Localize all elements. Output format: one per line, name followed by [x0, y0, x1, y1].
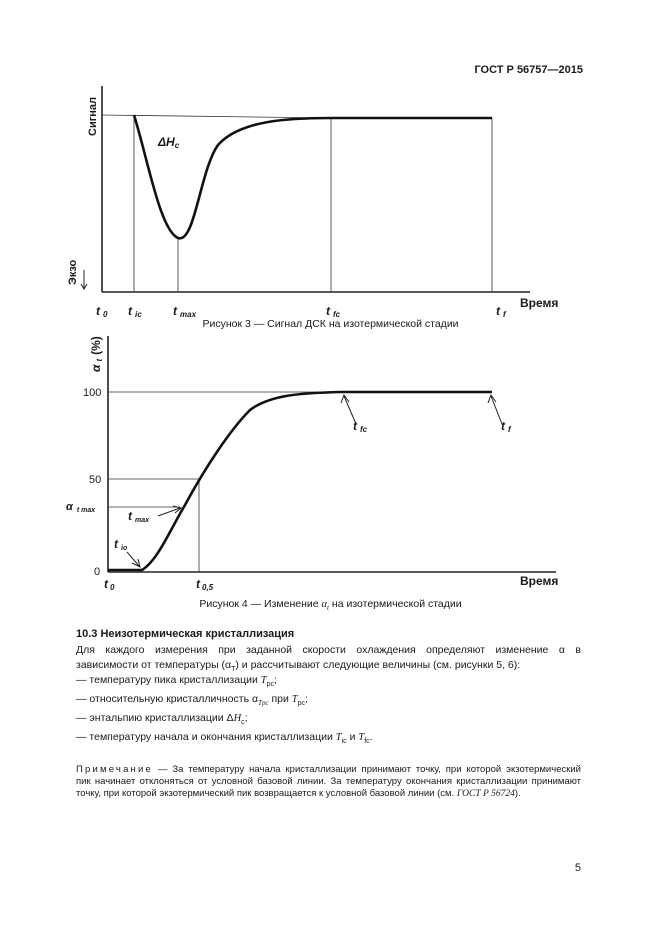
fig4-label-tfc: tfc — [353, 419, 368, 434]
fig3-signal-curve — [134, 115, 492, 238]
fig4-label-tmax: tmax — [128, 509, 150, 524]
figure-4-caption: Рисунок 4 — Изменение $\alpha_t$ на изотермической стадии — [199, 598, 462, 613]
fig3-tick-t0: t 0 — [96, 304, 108, 319]
list-item: — температуру пика кристаллизации $T_{pc}$; — [76, 674, 277, 689]
figure-3-caption: Рисунок 3 — Сигнал ДСК на изотермической стадии — [202, 318, 459, 330]
arrow-tf-icon — [488, 395, 502, 424]
fig3-tick-tmax: tmax — [173, 304, 197, 319]
fig4-tick-t05: t 0,5 — [196, 577, 214, 592]
exo-arrow-icon — [81, 270, 87, 289]
fig4-alpha-tmax-label: αt max — [66, 501, 96, 514]
fig4-alpha-curve-line — [108, 392, 492, 570]
section-paragraph-line2: зависимости от температуры $(\alpha_T)$ и рассчитывают следующие величины (см. рисунки 5, 6): — [76, 659, 521, 674]
note-line1: Примечание — За температуру начала кристаллизации принимают точку, при которой экзотермический — [76, 764, 581, 775]
fig3-dh-main: ΔH — [158, 135, 175, 149]
list-item: — энтальпию кристаллизации $\Delta H_c$; — [76, 712, 248, 727]
fig3-dh-sub: c — [174, 141, 180, 150]
fig3-enthalpy-label — [157, 135, 180, 150]
fig4-ytick-0: 0 — [94, 566, 101, 578]
fig3-tick-tfc: tfc — [326, 304, 341, 319]
list-item: — температуру начала и окончания кристаллизации $T_{ic}$ и $T_{fc}$. — [76, 731, 373, 746]
note-line3: точку, при которой экзотермический пик возвращается к условной базовой линии (см. ГОСТ Р 56724). — [76, 788, 521, 799]
standard-header: ГОСТ Р 56757—2015 — [474, 64, 583, 76]
section-paragraph-line1: Для каждого измерения при заданной скорости охлаждения определяют изменение α в — [76, 644, 581, 656]
figure-3-dsc-signal — [0, 0, 661, 330]
arrow-tmax-icon — [158, 506, 181, 516]
page-number: 5 — [574, 862, 581, 874]
fig4-label-tf: tf — [501, 419, 511, 434]
fig4-label-tio: tio — [114, 537, 128, 552]
fig4-tick-t0: t 0 — [104, 577, 115, 592]
arrow-tio-icon — [127, 552, 140, 567]
note-line2: пик начинает отклоняться от условной базовой линии. За температуру окончания кристаллизации принимают — [76, 776, 581, 787]
fig3-y-label-signal: Сигнал — [87, 96, 99, 136]
fig3-x-label-time: Время — [520, 296, 559, 310]
fig3-tick-tf: tf — [496, 304, 506, 319]
fig3-tick-tic: tic — [128, 304, 142, 319]
section-title: 10.3 Неизотермическая кристаллизация — [76, 628, 295, 640]
fig3-y-label-exo: Экзо — [67, 259, 79, 285]
fig4-x-label-time: Время — [520, 574, 559, 588]
fig3-baseline — [102, 115, 331, 118]
fig4-ytick-100: 100 — [83, 387, 102, 399]
fig4-ytick-50: 50 — [89, 474, 102, 486]
figure-4-alpha-curve — [0, 330, 661, 600]
list-item: — относительную кристалличность $\alpha_{Tpc}$ при $T_{pc}$; — [76, 693, 308, 708]
fig4-y-label: αt(%) — [89, 336, 104, 372]
